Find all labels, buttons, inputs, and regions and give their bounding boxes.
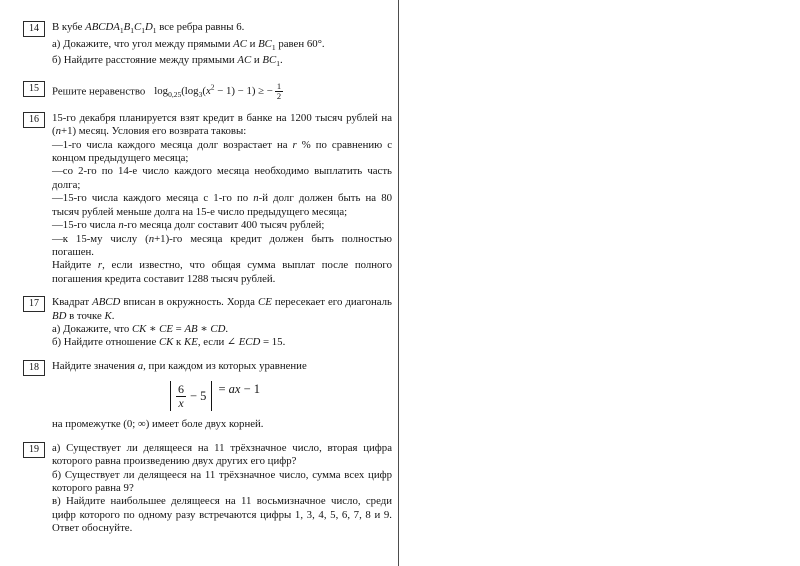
problem-19-part-b: б) Существует ли делящееся на 11 трёхзначное число, сумма всех цифр которого равна 9? [52, 468, 392, 494]
problem-14-statement: В кубе $ABCDA_1B_1C_1D_1$ все ребра равны 6. [52, 21, 245, 36]
problem-16-question: Найдите r, если известно, что общая сумма выплат после полного погашения кредита составит 1288 тысяч рублей. [52, 259, 392, 285]
problem-17-part-a: а) Докажите, что CK ∗ CE = AB ∗ CD. [52, 322, 229, 335]
problem-19-part-a: а) Существует ли делящееся на 11 трёхзначное число, вторая цифра которого равна произведению двух других его цифр? [52, 441, 392, 468]
problem-16 [23, 112, 392, 286]
problem-15-text: Решите неравенство [52, 85, 146, 98]
equation-display [52, 381, 378, 411]
problem-18-outro: на промежутке (0; ∞) имеет боле двух корней. [52, 418, 264, 431]
fraction-numerator: 6 [178, 382, 184, 397]
absolute-value-group [170, 381, 212, 411]
fraction-numerator: 1 [276, 81, 282, 92]
problem-16-condition-1: —1-го числа каждого месяца долг возрастает на r % по сравнению с концом предыдущего месяца; [52, 138, 392, 165]
problem-14-part-b: б) Найдите расстояние между прямыми AC и $BC_1$. [52, 54, 283, 69]
fraction-denominator: 2 [276, 91, 282, 102]
problem-16-condition-5: —к 15-му числу (n+1)-го месяца кредит должен быть полностью погашен. [52, 232, 392, 258]
problem-19-number-box: 19 [23, 442, 45, 458]
problem-19-body [52, 442, 392, 536]
problem-14-part-a: а) Докажите, что угол между прямыми AC и $BC_1$ равен 60°. [52, 37, 325, 52]
problem-18 [23, 360, 392, 432]
exam-problems-column [23, 21, 392, 546]
problem-18-body [52, 360, 392, 432]
problem-15 [23, 81, 392, 102]
problem-15-body [52, 81, 392, 102]
problem-17-part-b: б) Найдите отношение CK к KE, если ∠ ECD = 15. [52, 336, 286, 349]
problem-16-body [52, 112, 392, 286]
problem-19-part-v: в) Найдите наибольшее делящееся на 11 восьмизначное число, среди цифр которого по одному разу встречаются цифры 1, 3, 4, 5, 6, 7, 8 и 9. Ответ обоснуйте. [52, 495, 392, 535]
problem-16-condition-2: —со 2-го по 14-е число каждого месяца необходимо выплатить часть долга; [52, 165, 392, 191]
problem-16-condition-4: —15-го числа n-го месяца долг составит 400 тысяч рублей; [52, 219, 325, 232]
problem-17-number-box: 17 [23, 296, 45, 312]
problem-16-condition-3: —15-го числа каждого месяца с 1-го по n-й долг должен быть на 80 тысяч рублей меньше долга на 15-е число предыдущего месяца; [52, 192, 392, 218]
problem-16-intro: 15-го декабря планируется взят кредит в банке на 1200 тысяч рублей на (n+1) месяц. Условия его возврата таковы: [52, 111, 392, 138]
fraction-6-over-x [176, 383, 186, 409]
problem-14-number-box: 14 [23, 21, 45, 37]
problem-15-statement [52, 81, 392, 102]
equation-lhs-rest: − 5 [190, 388, 207, 403]
problem-14-body [52, 21, 392, 71]
fraction-denominator: x [178, 395, 184, 410]
equation-rhs: = ax − 1 [218, 382, 260, 397]
fraction-one-half [275, 82, 283, 101]
problem-18-intro: Найдите значения a, при каждом из которых уравнение [52, 359, 307, 372]
problem-14 [23, 21, 392, 71]
column-divider-line [398, 0, 399, 566]
problem-19 [23, 442, 392, 536]
problem-17-body [52, 296, 392, 350]
problem-17-statement: Квадрат ABCD вписан в окружность. Хорда CE пересекает его диагональ BD в точке K. [52, 296, 392, 322]
problem-16-number-box: 16 [23, 112, 45, 128]
problem-17 [23, 296, 392, 350]
problem-15-number-box: 15 [23, 81, 45, 97]
inequality-formula: $\log_{0,25}(\log_3(x^2 - 1) - 1)$ ≥ − [154, 82, 273, 100]
problem-18-number-box: 18 [23, 360, 45, 376]
